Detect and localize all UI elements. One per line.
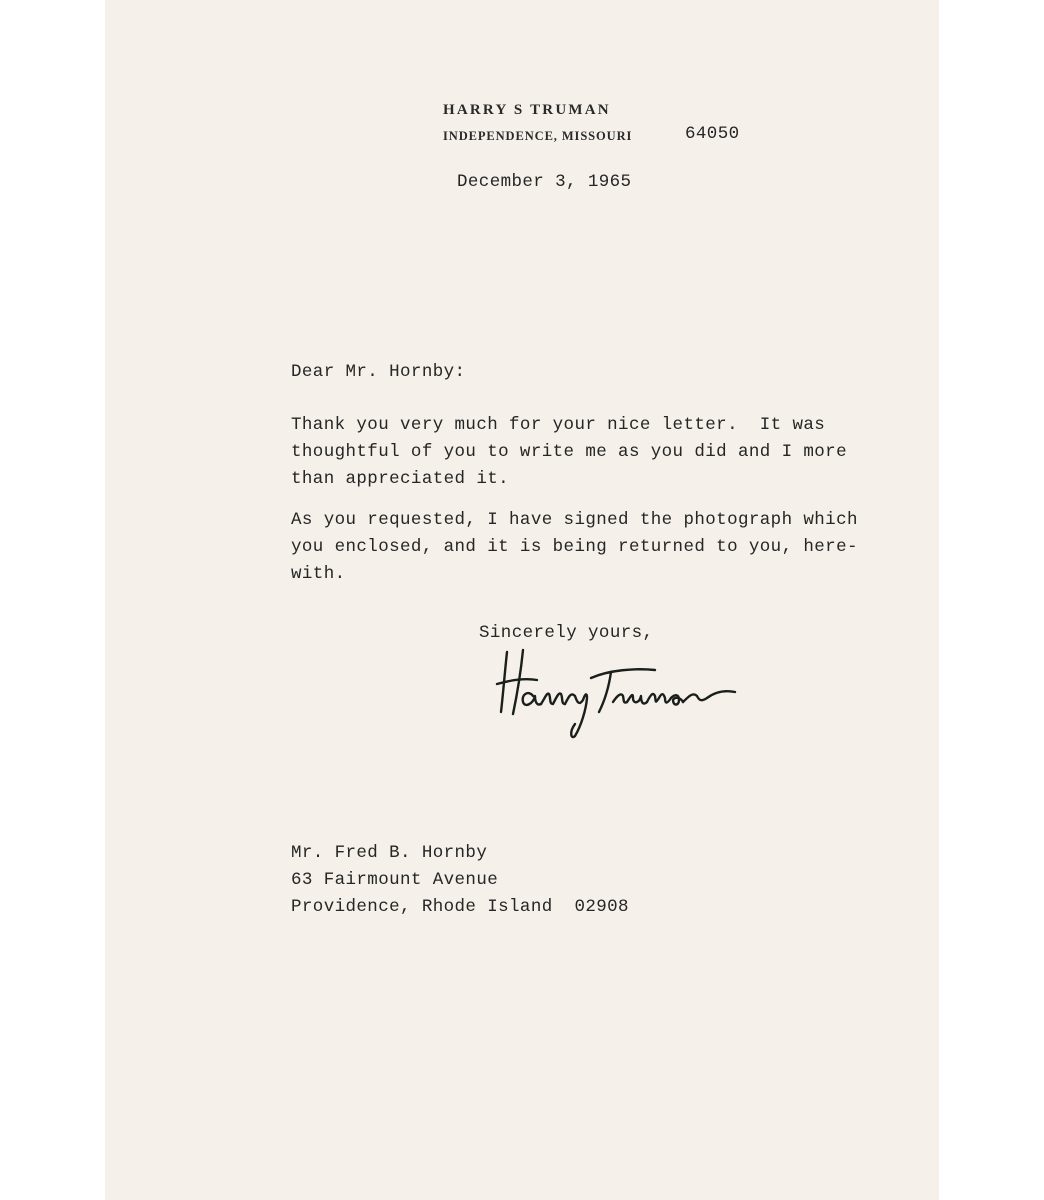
- body-line: with.: [291, 564, 346, 584]
- recipient-line: Providence, Rhode Island 02908: [291, 897, 629, 917]
- body-line: As you requested, I have signed the photograph which: [291, 510, 858, 530]
- body-line: Thank you very much for your nice letter. It was: [291, 415, 826, 435]
- letter-date: December 3, 1965: [457, 172, 632, 192]
- body-line: you enclosed, and it is being returned to you, here-: [291, 537, 858, 557]
- body-paragraph-2: [291, 507, 858, 588]
- recipient-line: Mr. Fred B. Hornby: [291, 843, 488, 863]
- letterhead-zip: 64050: [685, 124, 740, 144]
- closing: Sincerely yours,: [479, 623, 654, 643]
- letterhead-name: HARRY S TRUMAN: [443, 102, 611, 118]
- recipient-address: [291, 840, 629, 921]
- letter-page: [105, 0, 939, 1200]
- body-paragraph-1: [291, 412, 847, 493]
- signature: [493, 640, 743, 740]
- recipient-line: 63 Fairmount Avenue: [291, 870, 499, 890]
- body-line: than appreciated it.: [291, 469, 510, 489]
- salutation: Dear Mr. Hornby:: [291, 362, 466, 382]
- letterhead-address: INDEPENDENCE, MISSOURI: [443, 129, 633, 143]
- body-line: thoughtful of you to write me as you did and I more: [291, 442, 847, 462]
